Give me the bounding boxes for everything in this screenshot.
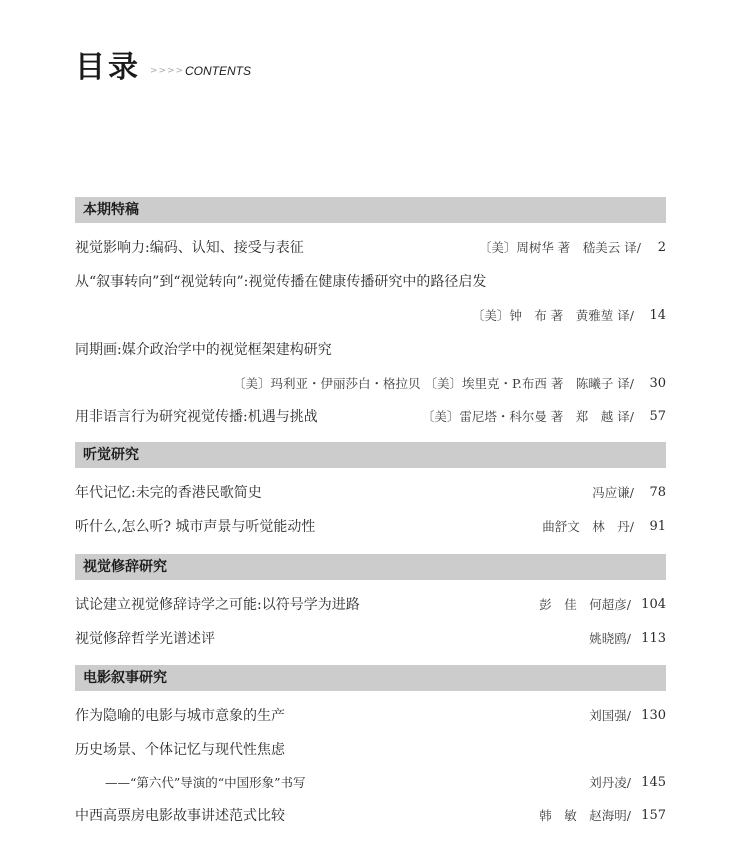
entry-title[interactable]: 视觉修辞哲学光谱述评 xyxy=(75,631,215,647)
entry-title[interactable]: 历史场景、个体记忆与现代性焦虑 xyxy=(75,742,285,758)
section-heading: 电影叙事研究 xyxy=(75,665,666,691)
toc-entry[interactable] xyxy=(75,339,666,361)
toc-entry[interactable] xyxy=(75,516,666,538)
toc-entry[interactable] xyxy=(75,705,666,727)
toc-entry[interactable] xyxy=(75,406,666,428)
toc-entry[interactable] xyxy=(75,628,666,650)
section-heading: 本期特稿 xyxy=(75,197,666,223)
entry-authors: 刘丹凌/ xyxy=(589,775,631,790)
contents-subtitle: CONTENTS xyxy=(185,64,251,78)
entry-page: 30 xyxy=(649,376,666,391)
entry-title[interactable]: 中西高票房电影故事讲述范式比较 xyxy=(75,808,285,824)
entry-authors: 曲舒文 林 丹/ xyxy=(542,519,634,534)
page-title: 目录 xyxy=(75,50,141,85)
toc-entry[interactable] xyxy=(75,805,666,827)
entry-title[interactable]: 听什么,怎么听? 城市声景与听觉能动性 xyxy=(75,519,316,535)
entry-authors: 〔美〕钟 布 著 黄雅堃 译/ xyxy=(471,308,634,323)
entry-page: 78 xyxy=(649,485,666,500)
entry-authors: 韩 敏 赵海明/ xyxy=(539,808,631,823)
entry-title[interactable]: 从“叙事转向”到“视觉转向”:视觉传播在健康传播研究中的路径启发 xyxy=(75,274,487,290)
decorative-arrows: >>>> xyxy=(150,66,185,76)
entry-page: 157 xyxy=(641,808,666,823)
toc-entry[interactable] xyxy=(75,594,666,616)
entry-authors: 彭 佳 何超彦/ xyxy=(539,597,631,612)
entry-title[interactable]: 视觉影响力:编码、认知、接受与表征 xyxy=(75,240,304,256)
entry-page: 145 xyxy=(641,775,666,790)
section-heading: 听觉研究 xyxy=(75,442,666,468)
toc-entry[interactable] xyxy=(75,237,666,259)
entry-authors: 〔美〕雷尼塔・科尔曼 著 郑 越 译/ xyxy=(421,409,634,424)
toc-entry xyxy=(75,305,666,327)
entry-page: 57 xyxy=(649,409,666,424)
toc-entry[interactable] xyxy=(75,482,666,504)
entry-title[interactable]: 试论建立视觉修辞诗学之可能:以符号学为进路 xyxy=(75,597,360,613)
entry-page: 91 xyxy=(649,519,666,534)
entry-title[interactable]: 同期画:媒介政治学中的视觉框架建构研究 xyxy=(75,342,332,358)
toc-entry[interactable] xyxy=(75,772,666,794)
toc-entry[interactable] xyxy=(75,271,666,293)
entry-subtitle[interactable]: ——“第六代”导演的“中国形象”书写 xyxy=(105,775,306,790)
entry-authors: 刘国强/ xyxy=(589,708,631,723)
entry-authors: 冯应谦/ xyxy=(592,485,634,500)
entry-authors: 姚晓鸥/ xyxy=(589,631,631,646)
entry-page: 104 xyxy=(641,597,666,612)
toc-entry xyxy=(75,373,666,395)
entry-title[interactable]: 用非语言行为研究视觉传播:机遇与挑战 xyxy=(75,409,318,425)
entry-page: 2 xyxy=(657,240,666,255)
entry-authors: 〔美〕周树华 著 嵇美云 译/ xyxy=(478,240,641,255)
entry-page: 113 xyxy=(641,631,666,646)
entry-page: 130 xyxy=(641,708,666,723)
entry-title[interactable]: 年代记忆:未完的香港民歌简史 xyxy=(75,485,262,501)
toc-entry[interactable] xyxy=(75,739,666,761)
entry-authors: 〔美〕玛利亚・伊丽莎白・格拉贝 〔美〕埃里克・P.布西 著 陈曦子 译/ xyxy=(233,376,634,391)
section-heading: 视觉修辞研究 xyxy=(75,554,666,580)
entry-page: 14 xyxy=(649,308,666,323)
entry-title[interactable]: 作为隐喻的电影与城市意象的生产 xyxy=(75,708,285,724)
